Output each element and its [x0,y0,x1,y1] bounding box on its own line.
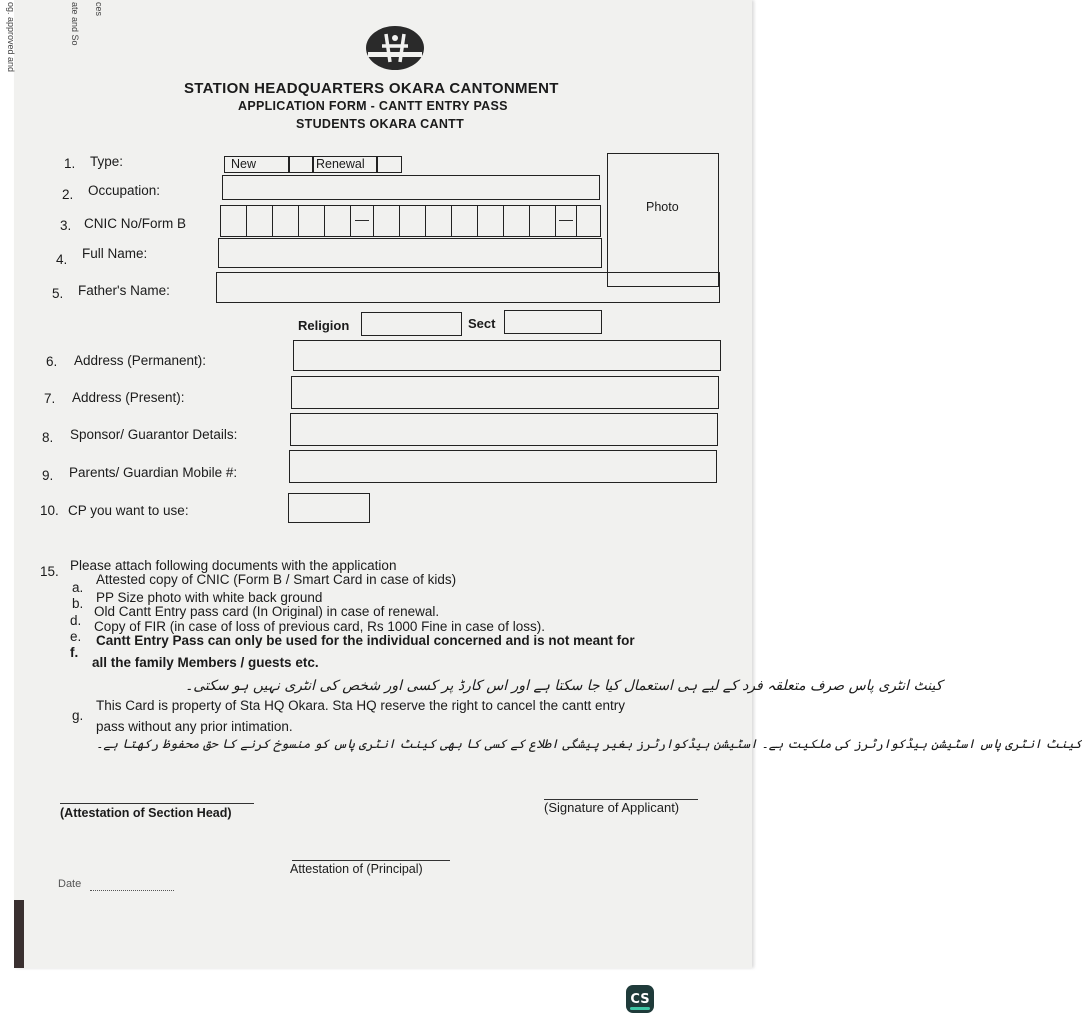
address-permanent-field[interactable] [293,340,721,371]
form-subtitle: APPLICATION FORM - CANTT ENTRY PASS [238,99,508,113]
army-emblem-icon [364,24,426,76]
cnic-cell[interactable] [529,205,556,237]
cnic-cell[interactable] [451,205,478,237]
field-2-number: 2. [62,187,74,202]
religion-label: Religion [298,318,350,333]
applicant-signature: (Signature of Applicant) [544,800,680,815]
date-label: Date [58,878,82,890]
address-present-field[interactable] [291,376,719,409]
fathers-name-label: Father's Name: [78,283,170,298]
cnic-cell[interactable] [298,205,325,237]
form-subtitle-2: STUDENTS OKARA CANTT [296,117,465,131]
fathers-name-field[interactable] [216,272,720,303]
cnic-dash: — [355,211,369,227]
full-name-label: Full Name: [82,246,148,261]
occupation-field[interactable] [222,175,600,200]
type-renewal-label: Renewal [316,157,365,171]
field-5-number: 5. [52,286,64,301]
cnic-dash: — [559,211,573,227]
cnic-cell[interactable] [220,205,247,237]
doc-g-text-2: pass without any prior intimation. [96,719,293,734]
cnic-cell[interactable] [272,205,299,237]
edge-text-1: og. approved and [6,2,16,73]
field-1-number: 1. [64,156,76,171]
religion-field[interactable] [361,312,462,336]
type-new-label: New [231,157,257,171]
cnic-cell[interactable] [503,205,530,237]
doc-e-letter: e. [70,629,82,644]
date-line [90,890,174,891]
cnic-separator-cell [350,205,374,237]
field-8-number: 8. [42,430,54,445]
doc-a-letter: a. [72,580,84,595]
doc-g-letter: g. [72,708,84,723]
cp-field[interactable] [288,493,370,523]
sect-field[interactable] [504,310,602,334]
doc-d-letter: d. [70,613,82,628]
type-label: Type: [90,154,124,169]
field-7-number: 7. [44,391,56,406]
photo-box [607,153,719,287]
guardian-mobile-field[interactable] [289,450,717,483]
cnic-separator-cell [555,205,577,237]
doc-b-text: PP Size photo with white back ground [96,590,323,605]
field-4-number: 4. [56,252,68,267]
form-sheet [14,0,752,968]
docs-heading-number: 15. [40,564,59,579]
section-head-signature-line [60,803,254,804]
docs-heading: Please attach following documents with the application [70,558,397,573]
field-6-number: 6. [46,354,58,369]
cp-label: CP you want to use: [68,503,189,518]
field-3-number: 3. [60,218,72,233]
cnic-cell[interactable] [373,205,400,237]
section-head-attestation: (Attestation of Section Head) [60,806,232,820]
address-present-label: Address (Present): [72,390,185,405]
edge-text-3: ces [94,2,104,17]
edge-text-2: ate and So [70,2,80,46]
cnic-cell[interactable] [399,205,426,237]
cnic-cell[interactable] [576,205,601,237]
guardian-mobile-label: Parents/ Guardian Mobile #: [69,465,238,480]
type-blank-cell-2 [376,156,402,173]
principal-signature-line [292,860,450,861]
sponsor-field[interactable] [290,413,718,446]
doc-e-text: Copy of FIR (in case of loss of previous card, Rs 1000 Fine in case of loss). [94,619,545,634]
photo-label: Photo [646,200,679,214]
principal-attestation: Attestation of (Principal) [290,862,423,876]
doc-b-letter: b. [72,596,84,611]
cnic-label: CNIC No/Form B [84,216,187,231]
doc-f-text-1: Cantt Entry Pass can only be used for the individual concerned and is not meant for [96,633,635,648]
cnic-cell[interactable] [324,205,351,237]
full-name-field[interactable] [218,238,602,268]
doc-g-urdu: کینٹ انٹری پاس اسٹیشن ہیڈکوارٹرز کی ملکیت ہے۔ اسٹیشن ہیڈکوارٹرز بغیر پیشگی اطلاع کے کسی کا بھی کینٹ انٹری پاس کو منسوخ کرنے کا حق محفوظ رکھتا ہے۔ [96,736,1082,751]
cnic-cell[interactable] [477,205,504,237]
type-renewal-checkbox[interactable] [312,156,378,173]
doc-f-urdu: کینٹ انٹری پاس صرف متعلقہ فرد کے لیے ہی استعمال کیا جا سکتا ہے اور اس کارڈ پر کسی اور شخص کی انٹری نہیں ہو سکتی۔ [185,678,943,694]
doc-f-letter: f. [70,645,79,660]
field-9-number: 9. [42,468,54,483]
occupation-label: Occupation: [88,183,161,198]
address-permanent-label: Address (Permanent): [74,353,207,368]
type-blank-cell [288,156,314,173]
doc-f-text-2: all the family Members / guests etc. [92,655,319,670]
page-title: STATION HEADQUARTERS OKARA CANTONMENT [184,80,559,97]
sect-label: Sect [468,316,496,331]
doc-g-text-1: This Card is property of Sta HQ Okara. Sta HQ reserve the right to cancel the cantt entry [96,698,625,713]
sponsor-label: Sponsor/ Guarantor Details: [70,427,238,442]
cnic-cell[interactable] [425,205,452,237]
doc-d-text: Old Cantt Entry pass card (In Original) in case of renewal. [94,604,440,619]
camscanner-logo-icon: CS [626,985,654,1013]
field-10-number: 10. [40,503,59,518]
type-new-checkbox[interactable] [224,156,290,173]
doc-a-text: Attested copy of CNIC (Form B / Smart Card in case of kids) [96,572,457,587]
scan-background-strip [14,900,24,968]
cnic-cell[interactable] [246,205,273,237]
